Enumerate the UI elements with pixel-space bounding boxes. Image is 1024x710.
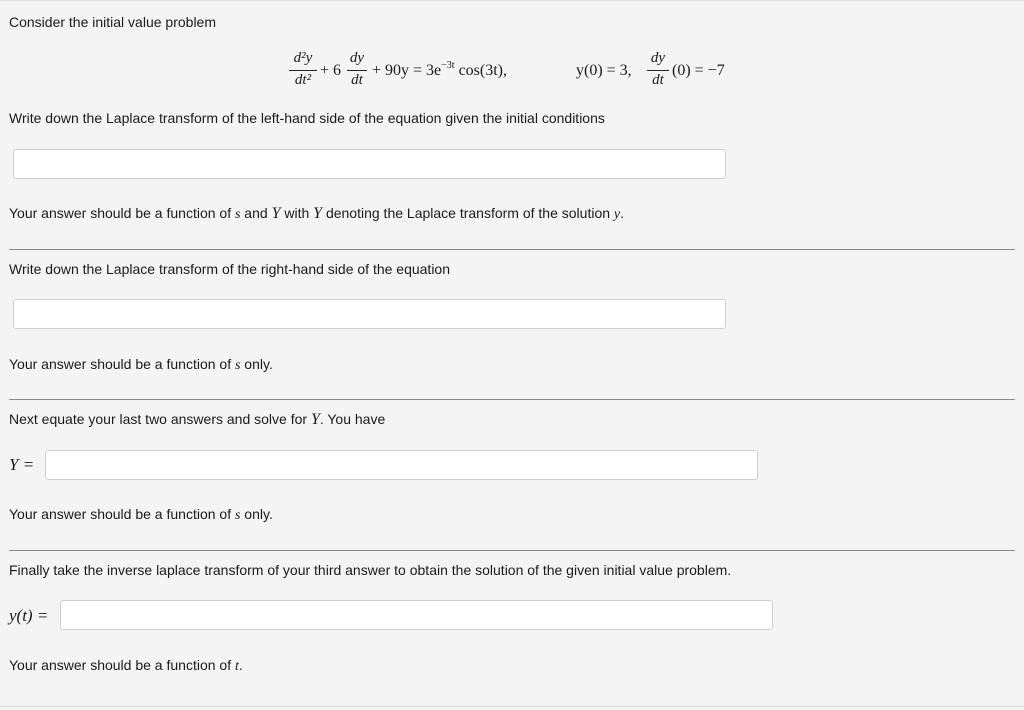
initial-condition-2: (0) = −7 [672, 62, 725, 79]
hint-text: . [620, 205, 625, 221]
frac-bar [347, 70, 367, 71]
q2-hint [9, 355, 273, 375]
hint-var-y: y [613, 207, 621, 222]
eq-cos: cos(3t), [454, 62, 508, 79]
hint-var-Y: Y [313, 205, 323, 222]
bottom-border [0, 706, 1024, 707]
plus-six: + 6 [320, 62, 342, 79]
hint-text: Your answer should be a function of [9, 657, 235, 673]
hint-var-s: s [234, 358, 241, 373]
frac-denominator: dt [652, 72, 664, 88]
equation-rhs [372, 62, 507, 80]
hint-text: denoting the Laplace transform of the solution [322, 205, 614, 221]
eq-lhs-rest: + 90y = 3e [372, 62, 442, 79]
ic-derivative-fraction [646, 48, 670, 94]
frac-bar [647, 70, 669, 71]
q1-prompt: Write down the Laplace transform of the left-hand side of the equation given the initial conditions [9, 110, 605, 126]
q4-prompt: Finally take the inverse laplace transform of your third answer to obtain the solution of the given initial value problem. [9, 562, 732, 578]
section-divider [9, 399, 1015, 400]
section-divider [9, 249, 1015, 250]
eq-exponent: −3t [441, 60, 455, 71]
hint-var-s: s [234, 207, 241, 222]
prompt-text: Next equate your last two answers and solve for [9, 411, 311, 427]
frac-numerator: d²y [293, 50, 313, 66]
frac-numerator: dy [349, 50, 365, 66]
hint-text: with [280, 205, 314, 221]
prompt-var-Y: Y [310, 411, 320, 428]
hint-text: only. [240, 356, 273, 372]
frac-denominator: dt [351, 72, 363, 88]
y-of-t-equals-label [9, 606, 48, 626]
second-derivative-fraction [288, 48, 318, 94]
hint-var-t: t [234, 659, 239, 674]
top-border [0, 0, 1024, 1]
hint-text: . [238, 657, 243, 673]
hint-text: Your answer should be a function of [9, 506, 235, 522]
q4-answer-input[interactable] [60, 600, 773, 630]
initial-condition-1: y(0) = 3, [576, 62, 632, 79]
q4-hint [9, 656, 243, 676]
q3-prompt [9, 410, 385, 429]
first-derivative-fraction [346, 48, 368, 94]
hint-text: Your answer should be a function of [9, 205, 235, 221]
label-text: Y = [9, 455, 35, 474]
label-text: y(t) = [9, 606, 49, 625]
Y-equals-label [9, 455, 34, 475]
q3-hint [9, 505, 273, 525]
section-divider [9, 550, 1015, 551]
hint-var-s: s [234, 508, 241, 523]
frac-denominator: dt² [294, 72, 312, 88]
intro-text: Consider the initial value problem [9, 14, 216, 30]
q2-prompt: Write down the Laplace transform of the right-hand side of the equation [9, 261, 451, 277]
hint-var-Y: Y [271, 205, 281, 222]
frac-numerator: dy [650, 50, 666, 66]
hint-text: only. [240, 506, 273, 522]
frac-bar [289, 70, 317, 71]
q1-hint [9, 204, 624, 224]
hint-text: and [240, 205, 272, 221]
hint-text: Your answer should be a function of [9, 356, 235, 372]
q3-answer-input[interactable] [45, 450, 758, 480]
q1-answer-input[interactable] [13, 149, 726, 179]
q2-answer-input[interactable] [13, 299, 726, 329]
prompt-text: . You have [319, 411, 386, 427]
